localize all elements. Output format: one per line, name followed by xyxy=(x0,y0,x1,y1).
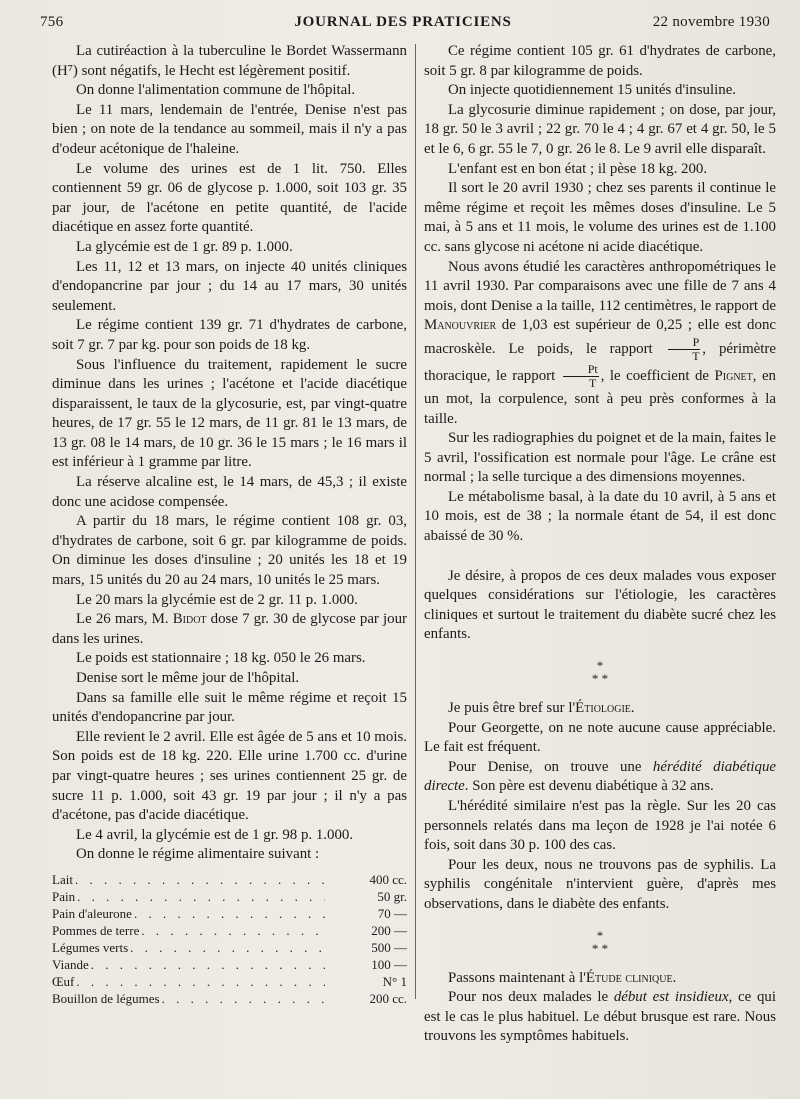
diet-item: Viande xyxy=(52,956,89,972)
paragraph: La cutiréaction à la tuberculine le Bordet Wassermann (H⁷) sont négatifs, le Hecht est légèrement positif. xyxy=(52,43,407,79)
paragraph: Elle revient le 2 avril. Elle est âgée de 5 ans et 10 mois. Son poids est de 18 kg. 220. Elle urine 1.700 cc. d'urine par vingt-quatre heures ; ses urines contiennent 25 gr. de sucre 11 p. 1.000, soit 43 gr. 19 par jour ; il n'y a pas d'acétone, pas d'acide diacétique. xyxy=(52,728,407,824)
star-glyph: * xyxy=(596,658,604,674)
leader-dots xyxy=(91,956,325,973)
paragraph: Le 4 avril, la glycémie est de 1 gr. 98 p. 1.000. xyxy=(76,826,354,843)
paragraph: Le métabolisme basal, à la date du 10 avril, à 5 ans et 10 mois, est de 38 ; la normale étant de 54, il est donc abaissé de 30 %. xyxy=(424,488,776,545)
author-name: Bidot xyxy=(172,611,207,628)
fraction-denominator: T xyxy=(589,375,597,390)
journal-title: JOURNAL DES PRATICIENS xyxy=(294,14,512,30)
leader-dots xyxy=(141,922,325,939)
issue-date: 22 novembre 1930 xyxy=(652,14,770,30)
text-run: Pour Denise, on trouve une xyxy=(448,758,653,775)
diet-qty: 100 — xyxy=(371,956,407,972)
paragraph xyxy=(52,610,407,649)
text-run: , ce qui est le cas le plus habituel. Le début brusque est rare. Nous trouvons les symptômes habituels. xyxy=(424,989,776,1045)
section-separator-stars xyxy=(424,659,776,685)
paragraph xyxy=(424,988,776,1047)
diet-qty: 200 — xyxy=(371,922,407,938)
paragraph: Dans sa famille elle suit le même régime et reçoit 15 unités d'endopancrine par jour. xyxy=(52,689,407,726)
paragraph: Le régime contient 139 gr. 71 d'hydrates de carbone, soit 7 gr. 7 par kg. pour son poids de 18 kg. xyxy=(52,317,407,353)
diet-row xyxy=(52,939,407,956)
paragraph xyxy=(424,258,776,430)
diet-row xyxy=(52,990,407,1007)
diet-item: Légumes verts xyxy=(52,939,129,955)
diet-row xyxy=(52,888,407,905)
paragraph: Le poids est stationnaire ; 18 kg. 050 le 26 mars. xyxy=(76,650,366,667)
diet-table xyxy=(52,871,407,1007)
paragraph: Le volume des urines est de 1 lit. 750. Elles contiennent 59 gr. 06 de glycose p. 1.000, soit 103 gr. 35 par jour, de l'acétone en petite quantité, de l'acide diacétique en assez forte quantité. xyxy=(52,160,407,236)
paragraph xyxy=(424,699,776,719)
text-run: de 1,03 est supérieur de 0,25 ; elle est donc macroskèle. Le poids, le rapport xyxy=(424,317,776,357)
fraction-p-over-t xyxy=(668,336,701,363)
text-run: . xyxy=(630,700,635,717)
paragraph: Denise sort le même jour de l'hôpital. xyxy=(76,670,300,686)
text-run: . Son père est devenu diabétique à 32 ans. xyxy=(464,778,714,795)
diet-qty: 500 — xyxy=(371,939,407,955)
emphasis: début est insidieux xyxy=(613,989,729,1006)
leader-dots xyxy=(134,905,325,922)
column-divider xyxy=(415,44,416,999)
text-run: , le coefficient de xyxy=(600,367,715,384)
section-separator-stars xyxy=(424,929,776,955)
author-name: Pignet xyxy=(714,367,753,384)
diet-item: Pommes de terre xyxy=(52,922,140,938)
fraction-pt-over-t xyxy=(563,363,599,390)
paragraph: Ce régime contient 105 gr. 61 d'hydrates de carbone, soit 5 gr. 8 par kilogramme de poids. xyxy=(424,43,776,79)
leader-dots xyxy=(77,888,325,905)
star-glyph: * * xyxy=(591,671,609,687)
text-run: , en un mot, la corpulence, sont à peu près conformes à la taille. xyxy=(424,367,777,427)
diet-item: Œuf xyxy=(52,973,75,989)
text-run: Pour nos deux malades le xyxy=(448,989,614,1006)
left-column xyxy=(52,42,407,1007)
paragraph: On donne le régime alimentaire suivant : xyxy=(76,846,320,863)
paragraph: Je désire, à propos de ces deux malades vous exposer quelques considérations sur l'étiologie, les caractères cliniques et surtout le traitement du diabète sucré chez les enfants. xyxy=(424,567,776,643)
paragraph: La réserve alcaline est, le 14 mars, de 45,3 ; il existe donc une acidose compensée. xyxy=(52,474,407,510)
emphasis: hérédité diabétique directe xyxy=(424,758,777,795)
section-term: Étiologie xyxy=(575,700,631,717)
diet-item: Pain xyxy=(52,888,76,904)
spacer xyxy=(424,547,776,567)
text-run: , périmètre thoracique, le rapport xyxy=(424,340,776,384)
diet-qty: 200 cc. xyxy=(369,990,407,1006)
paragraph: L'hérédité similaire n'est pas la règle. Sur les 20 cas personnels relatés dans ma leçon de 1928 je l'ai notée 6 fois, soit dans 30 p. 100 des cas. xyxy=(424,798,776,854)
paragraph: La glycémie est de 1 gr. 89 p. 1.000. xyxy=(76,238,293,255)
paragraph: A partir du 18 mars, le régime contient 108 gr. 03, d'hydrates de carbone, soit 6 gr. par kilogramme de poids. On diminue les doses d'insuline ; 20 unités les 18 et 19 mars, 15 unités du 20 au 24 mars, 10 unités le 25 mars. xyxy=(52,513,407,589)
diet-row xyxy=(52,905,407,922)
paragraph: Il sort le 20 avril 1930 ; chez ses parents il continue le même régime et reçoit les mêmes doses d'insuline. Le 5 mai, à 5 ans et 11 mois, le volume des urines est de 1.100 cc. sans glycose ni acétone ni acide diacétique. xyxy=(424,180,776,255)
paragraph xyxy=(424,758,776,797)
leader-dots xyxy=(162,990,325,1007)
right-column xyxy=(424,42,776,1047)
paragraph: Sur les radiographies du poignet et de la main, faites le 5 avril, l'ossification est normale pour l'âge. Le crâne est normal ; la selle turcique a des dimensions moyennes. xyxy=(424,430,776,486)
paragraph: Pour Georgette, on ne note aucune cause appréciable. Le fait est fréquent. xyxy=(424,719,776,756)
paragraph: La glycosurie diminue rapidement ; on dose, par jour, 18 gr. 50 le 3 avril ; 22 gr. 70 le 4 ; 4 gr. 67 et 4 gr. 50, le 5 et le 6, 6 gr. 55 le 7, 0 gr. 26 le 8. Le 9 avril elle disparaît. xyxy=(424,101,776,157)
diet-qty: 400 cc. xyxy=(369,871,407,887)
section-term: Étude clinique xyxy=(585,969,673,986)
page-number: 756 xyxy=(40,14,64,30)
star-glyph: * xyxy=(596,927,604,943)
paragraph: Le 11 mars, lendemain de l'entrée, Denise n'est pas bien ; on note de la tendance au sommeil, mais il n'y a pas d'odeur acétonique de l'haleine. xyxy=(52,101,407,157)
star-glyph: * * xyxy=(591,940,609,956)
diet-qty: 50 gr. xyxy=(377,888,407,904)
paragraph: On injecte quotidiennement 15 unités d'insuline. xyxy=(448,82,737,99)
text-run: Je puis être bref sur l' xyxy=(448,700,576,717)
diet-row xyxy=(52,871,407,888)
paragraph: Les 11, 12 et 13 mars, on injecte 40 unités cliniques d'endopancrine par jour ; du 14 au 17 mars, 30 unités seulement. xyxy=(52,258,407,314)
diet-row xyxy=(52,922,407,939)
leader-dots xyxy=(75,871,325,888)
diet-row xyxy=(52,973,407,990)
paragraph: L'enfant est en bon état ; il pèse 18 kg. 200. xyxy=(448,160,708,177)
diet-item: Bouillon de légumes xyxy=(52,990,160,1006)
leader-dots xyxy=(130,939,325,956)
text-run: dose 7 gr. 30 de glycose par jour dans les urines. xyxy=(52,611,407,647)
paragraph xyxy=(424,969,776,989)
text-run: . xyxy=(672,969,677,986)
text-run: Le 26 mars, M. xyxy=(76,611,173,628)
fraction-numerator: Pt xyxy=(563,363,599,377)
text-run: Passons maintenant à l' xyxy=(448,969,586,986)
paragraph: Pour les deux, nous ne trouvons pas de syphilis. La syphilis congénitale n'intervient guère, d'après mes observations, dans le diabète des enfants. xyxy=(424,856,776,912)
diet-row xyxy=(52,956,407,973)
text-run: Nous avons étudié les caractères anthropométriques le 11 avril 1930. Par comparaisons avec une fille de 7 ans 4 mois, dont Denise a la taille, 112 centimètres, le rapport de xyxy=(424,258,776,314)
paragraph: On donne l'alimentation commune de l'hôpital. xyxy=(76,82,356,99)
paragraph: Le 20 mars la glycémie est de 2 gr. 11 p. 1.000. xyxy=(76,591,358,608)
author-name: Manouvrier xyxy=(424,317,497,334)
running-header xyxy=(36,14,770,36)
fraction-denominator: T xyxy=(692,348,700,363)
diet-item: Pain d'aleurone xyxy=(52,905,132,921)
leader-dots xyxy=(76,973,325,990)
diet-qty: 70 — xyxy=(377,905,407,921)
diet-qty: N° 1 xyxy=(382,973,407,989)
paragraph: Sous l'influence du traitement, rapidement le sucre diminue dans les urines ; l'acétone et l'acide diacétique disparaissent, le taux de la glycosurie, est, par vingt-quatre heures, de 17 gr. 55 le 12 mars, de 11 gr. 81 le 13 mars, de 13 gr. 08 le 14 mars, de 10 gr. 36 le 15 mars ; le 16 mars il est inférieur à 1 gramme par litre. xyxy=(52,356,407,471)
fraction-numerator: P xyxy=(668,336,701,350)
diet-item: Lait xyxy=(52,871,73,887)
